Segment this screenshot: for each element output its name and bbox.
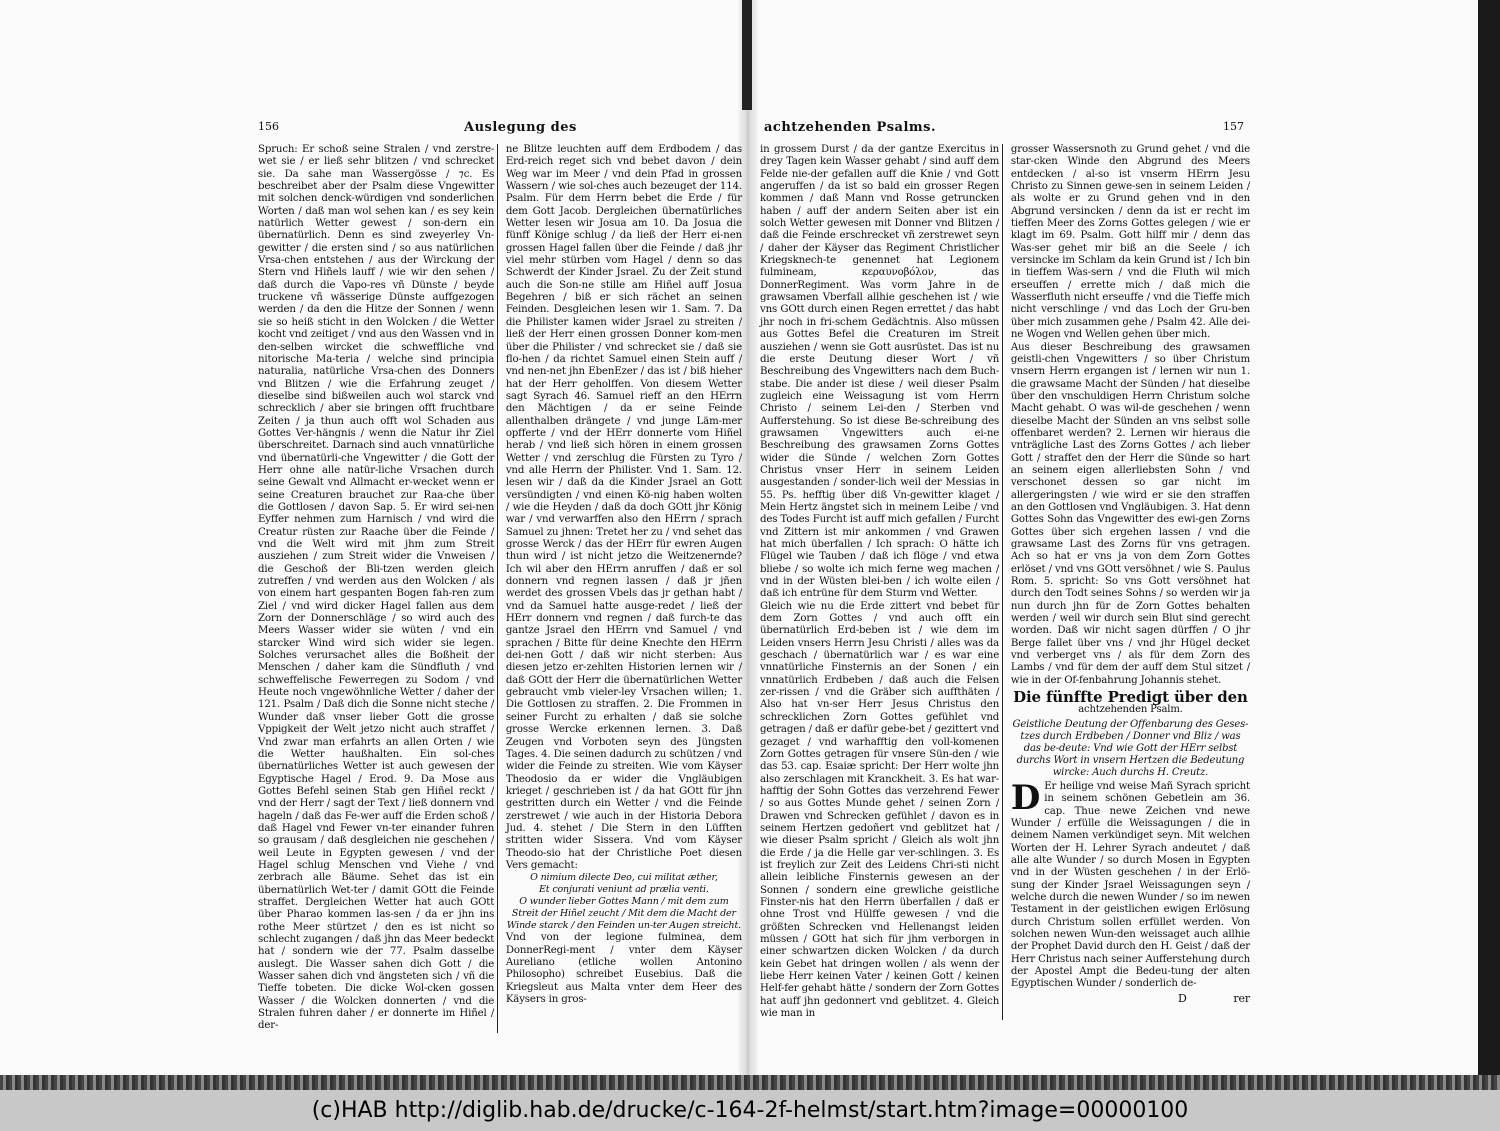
- sermon-text: Er heilige vnd weise Mañ Syrach spricht in seinem schönen Gebetlein am 36. cap. Thue newe Zeichen vnd newe Wunder / erfülle die Weissagungen / die in deinem Namen verkündiget seyn. Mit welchen Worten der H. Lehrer Syrach andeutet / daß alle alte Wunder / so durch Mosen in Egypten vnd in der Wüsten geschehen / in der Erlö-sung der Kinder Jsrael Weissagungen seyn / welche durch die newen Wunder / so im newen Testament in der geistlichen ewigen Erlösung durch Christum sollen erfüllet werden. Von solchen newen Wun-den weissaget auch allhie der Prophet David durch den H. Geist / daß der Herr Christus nach seiner Aufferstehung durch der Apostel Ampt die Bedeu-tung der alten Egyptischen Wunder / sonderlich de-: [1010, 780, 1250, 990]
- signature-mark: D: [1178, 991, 1187, 1005]
- right-col2-paragraph-2: Aus dieser Beschreibung des grawsamen geistli-chen Vngewitters / so über Christum vnsern Herrn ergangen ist / lernen wir nun 1. die grawsame Macht der Sünden / hat dieselbe über den vnschuldigen Herrn Christum solche Macht gehabt. O was wil-de geschehen / wenn dieselbe Macht der Sünden an vns selbst solle offenbaret werden? 2. Lernen wir hieraus die vnträgliche Last des Zorns Gottes / ach lieber Gott / straffet den der Herr die Sünde so hart an seinem eigen allerliebsten Sohn / vnd verschonet dessen so gar nicht im allergeringsten / wie wird er sie den straffen an den Gottlosen vnd Vngläubigen. 3. Hat denn Gottes Sohn das Vngewitter des ewi-gen Zorns Gottes über sich ergehen lassen / vnd die grawsame Last des Zorns für vns getragen. Ach so hat er vns ja von dem Zorn Gottes erlöset / vnd vns GOtt versöhnet / wie S. Paulus Rom. 5. spricht: So vns Gott versöhnet hat durch den Todt seines Sohns / so werden wir ja nun durch jhn für de Zorn Gottes behalten werden / weil wir durch sein Blut sind gerecht worden. Daß wir nicht sagen dürffen / O jhr Berge fallet über vns / vnd jhr Hügel decket vnd verberget vns / als für dem Zorn des Lambs / vnd für dem der auff dem Stul sitzet / wie in der Of-fenbahrung Johannis stehet.: [1010, 341, 1250, 686]
- latin-verse-line-1: O nimium dilecte Deo, cui militat æther,: [530, 872, 718, 884]
- left-columns: [258, 144, 742, 1033]
- right-column-2: [1011, 144, 1250, 1020]
- copyright-footer: (c)HAB http://diglib.hab.de/drucke/c-164-2f-helmst/start.htm?image=00000100: [0, 1090, 1500, 1131]
- page-footer-marks: [1011, 993, 1250, 1005]
- left-running-head: [258, 120, 742, 142]
- left-column-2: [506, 144, 742, 1033]
- left-col1-text: Spruch: Er schoß seine Stralen / vnd zerstre-wet sie / er ließ sehr blitzen / vnd schrecket sie. Da sahe man Wassergösse / ⁊c. Es beschreibet aber der Psalm diese Vngewitter mit solchen denck-würdigen vnd sonderlichen Worten / daß man wol sehen kan / es sey kein natürlich Wetter gewest / son-dern ein übernatürlich. Denn es sind zweyerley Vn-gewitter / die ersten sind / so aus natürlichen Vrsa-chen entstehen / aus der Wirckung der Stern vnd Hiñels lauff / wie wir den sehen / daß durch die Vapo-res vñ Dünste / beyde truckene vñ wässerige Dünste auffgezogen werden / da den die Hitze der Sonnen / wenn sie so heiß sticht in den Wolcken / die Wetter kocht vnd zeitiget / vnd aus den Wassen vnd in den-selben wircket die schweffliche vnd nitorische Ma-teria / welche sind principia naturalia, natürliche Vrsa-chen des Donners vnd Blitzen / wie die Erfahrung zeuget / dieselbe sind bißweilen auch wol starck vnd schrecklich / aber sie bringen offt fruchtbare Zeiten / ja thun auch offt wol Schaden aus Gottes Ver-hängnis / wenn die Natur ihr Ziel überschreitet. Darnach sind auch vnnatürliche vnd übernatürli-che Vngewitter / die Gott der Herr ohne alle natür-liche Vrsachen durch seine Gewalt vnd Allmacht er-wecket wenn er seine Creaturen brauchet zur Raa-che über die Gottlosen / davon Sap. 5. Er wird sei-nen Eyffer nehmen zum Harnisch / vnd wird die Creatur rüsten zur Raache über die Feinde / vnd die Welt wird mit jhm zum Streit ausziehen / zum Streit wider die Vnweisen / die Geschoß der Bli-tzen werden gleich zutreffen / vnd werden aus den Wolcken / als von einem hart gespanten Bogen fah-ren zum Ziel / vnd wird dicker Hagel fallen aus dem Zorn der Donnerschläge / so wird auch des Meers Wasser wider sie wüten / vnd ein starcker Wind wird sich wider sie legen. Solches verursachet alles die Boßheit der Menschen / daher kam die Sündfluth / vnd schweffelische Fewerregen zu Sodom / vnd Heute noch vngewöhnliche Wetter / daher der 121. Psalm / Daß dich die Sonne nicht steche / Wunder daß vnser lieber Gott die grosse Vppigkeit der Welt jetzo nicht auch straffet / Vnd zwar man erfahrts an allen Orten / wie die Wetter haußhalten. Ein sol-ches übernatürliches Wetter ist auch gewesen der Egyptische Hagel / Erod. 9. Da Mose aus Gottes Befehl seinen Stab gen Hiñel reckt / vnd der Herr / sagt der Text / ließ donnern vnd hageln / daß das Fe-wer auff die Erden schoß / daß Hagel vnd Fewer vn-ter einander fuhren so grausam / daß desgleichen nie geschehen / weil Leute in Egypten gewesen / vnd der Hagel schlug Menschen vnd Viehe / vnd zerbrach alle Bäume. Sehet das ist ein übernatürlich Wet-ter / damit GOtt die Feinde straffet. Dergleichen Wetter hat auch GOtt über Pharao kommen las-sen / da er jhn ins rothe Meer stürtzet / den es ist nicht so schlecht zugangen / daß jhn das Meer bedeckt hat / sondern wie der 77. Psalm dasselbe auslegt. Die Wasser sahen dich Gott / die Wasser sahen dich vnd ängsteten sich / vñ die Tieffe tobeten. Die dicke Wol-cken gossen Wasser / die Wolcken donnerten / vnd die Stralen fuhren daher / er donnerte im Hiñel / der-: [258, 144, 495, 1032]
- left-column-1: [258, 144, 498, 1033]
- scan-right-edge: [1478, 0, 1500, 1090]
- right-column-1: [760, 144, 1003, 1020]
- drop-cap: D: [1010, 777, 1041, 818]
- latin-verse-line-2: Et conjurati veniunt ad prælia venti.: [539, 884, 709, 896]
- gutter-shadow: [742, 0, 752, 110]
- right-page: [760, 120, 1250, 1020]
- right-col1-text: in grossem Durst / da der gantze Exercitus in drey Tagen kein Wasser gehabt / sind auff dem Felde nie-der gefallen auff die Knie / vnd Gott angeruffen / da ist so bald ein grosser Regen kommen / daß Mann vnd Rosse getruncken haben / auff der andern Seiten aber ist ein solch Wetter gewesen mit Donner vnd Blitzen / daß die Feinde erschrecket vñ zerstrewet seyn / daher der Käyser das Regiment Christlicher Kriegsknech-te genennet hat Legionem fulmineam, κεραυνοβόλον, das DonnerRegiment. Was vorm Jahre in de grawsamen Vberfall allhie geschehen ist / wie vns GOtt durch einen Regen errettet / das habt jhr noch in fri-schem Gedächtnis. Also müssen aus Gottes Befel die Creaturen im Streit ausziehen / wenn sie Gott ausrüstet. Das ist nu die erste Deutung dieser Wort / vñ Beschreibung des Vngewitters nach dem Buch-stabe. Die ander ist diese / weil dieser Psalm zugleich eine Weissagung ist vom Herrn Christo / seinem Lei-den / Sterben vnd Aufferstehung. So ist diese Be-schreibung des grawsamen Vngewitters auch ei-ne Beschreibung des grawsamen Zorns Gottes wider die Sünde / welchen Zorn Gottes Christus vnser Herr in seinem Leiden ausgestanden / sonder-lich weil der Messias in 55. Ps. hefftig über diß Vn-gewitter klaget / Mein Hertz ängstet sich in meinem Leibe / vnd des Todes Furcht ist auff mich gefallen / Furcht vnd Zittern ist mir ankommen / vnd Grawen hat mich überfallen / Ich sprach: O hätte ich Flügel wie Tauben / daß ich flöge / vnd etwa bliebe / so wolte ich mich ferne weg machen / vnd in der Wüsten blei-ben / ich wolte eilen / daß ich entrüne für dem Sturm vnd Wetter.: [760, 144, 1000, 600]
- german-verse: O wunder lieber Gottes Mann / mit dem zum Streit der Hiñel zeucht / Mit dem die Macht der Winde starck / den Feinden un-ter Augen streicht.: [506, 896, 742, 932]
- right-col1-paragraph-2: Gleich wie nu die Erde zittert vnd bebet für dem Zorn Gottes / vnd auch offt ein übernatürlich Erd-beben ist / wie dem im Leiden vnsers Herrn Jesu Christi / alles was da geschach / übernatürlich war / es war eine vnnatürliche Finsternis an der Sonen / ein vnnatürlich Erdbeben / daß auch die Felsen zer-rissen / vnd die Gräber sich auffthäten / Also hat vn-ser Herr Jesus Christus den schrecklichen Zorn Gottes gefühlet vnd getragen / daß er dafür gebe-bet / gezittert vnd gezaget / vnd warhafftig den voll-komenen Zorn Gottes getragen für vnsere Sün-den / wie das 53. cap. Esaiæ spricht: Der Herr wolte jhn also zerschlagen mit Kranckheit. 3. Es hat war-hafftig der Sohn Gottes das verzehrend Fewer / so aus Gottes Munde gehet / seinen Zorn / Drawen vnd Schrecken gefühlet / davon es in seinem Hertzen gedoñert vnd geblitzet hat / wie dieser Psalm spricht / Gleich als wolt jhn die Erde / ja die Helle gar ver-schlingen. 3. Es ist freylich zur Zeit des Leidens Chri-sti nicht allein leibliche Finsternis gewesen an der Sonnen / sondern eine grewliche geistliche Finster-nis hat den Herrn überfallen / daß er ohne Trost vnd Hülffe gewesen / vnd die größten Schrecken vnd Hellenangst leiden müssen / GOtt hat sich für jhm verborgen in einer schwartzen dicken Wolcken / da durch kein Gebet hat dringen wollen / als wenn der liebe Herr keinen Vater / keinen Gott / keinen Helf-fer gehabt hätte / sondern der Zorn Gottes hat auff jhn gedonnert vnd geblitzet. 4. Gleich wie man in: [760, 600, 1000, 1020]
- sermon-subheading: achtzehenden Psalm.: [1078, 704, 1183, 716]
- right-running-title: achtzehenden Psalms.: [764, 120, 937, 135]
- left-page: [258, 120, 742, 1032]
- left-page-number: 156: [258, 120, 279, 133]
- right-running-head: [760, 120, 1250, 142]
- sermon-summary: Geistliche Deutung der Offenbarung des Geses-tzes durch Erdbeben / Donner vnd Bliz / was das be-deute: Vnd wie Gott der HErr selbst durchs Wort in vnsern Hertzen die Bedeutung wircke: Auch durchs H. Creutz.: [1012, 718, 1249, 778]
- right-columns: [760, 144, 1250, 1020]
- right-page-number: 157: [1223, 120, 1244, 133]
- left-col2-text: ne Blitze leuchten auff dem Erdbodem / das Erd-reich reget sich vnd bebet davon / dein Weg war im Meer / vnd dein Pfad in grossen Wassern / wie sol-ches auch bezeuget der 114. Psalm. Für dem Herrn bebet die Erde / für dem Gott Jacob. Dergleichen übernatürliches Wetter lesen wir Josua am 10. Da Josua die fünff Könige schlug / da ließ der Herr ei-nen grossen Hagel fallen über die Feinde / daß jhr viel mehr stürben vom Hagel / denn so das Schwerdt der Kinder Jsrael. Zu der Zeit stund auch die Son-ne stille am Hiñel auff Josua Begehren / biß er sich rächet an seinen Feinden. Desgleichen lesen wir 1. Sam. 7. Da die Philister kamen wider Jsrael zu streiten / ließ der Herr einen grossen Donner kom-men über die Philister / vnd schrecket sie / daß sie flo-hen / da richtet Samuel einen Stein auff / vnd nen-net jhn EbenEzer / das ist / biß hieher hat der Herr geholffen. Von diesem Wetter sagt Syrach 46. Samuel rieff an den HErrn den Mächtigen / da er seine Feinde allenthalben drängete / vnd junge Läm-mer opfferte / vnd der HErr donnerte vom Hiñel herab / vnd ließ sich hören in einem grossen Wetter / vnd zerschlug die Fürsten zu Tyro / vnd alle Herrn der Philister. Vnd 1. Sam. 12. lesen wir / daß da die Kinder Jsrael an Gott versündigten / vnd einen Kö-nig haben wolten / wie die Heyden / daß da doch GOtt jhr König war / vnd verwarffen also den HErrn / sprach Samuel zu jhnen: Tretet her zu / vnd sehet das grosse Werck / das der HErr für ewren Augen thun wird / ist nicht jetzo die Weitzenernde? Ich wil aber den HErrn anruffen / daß er sol donnern vnd regnen lassen / daß jr jñen werdet des grossen Vbels das jr gethan habt / vnd da Samuel hatte ausge-redet / ließ der HErr donnern vnd regnen / daß furch-te das gantze Jsrael den HErrn vnd Samuel / vnd sprachen / Bitte für deine Knechte den HErrn dei-nen Gott / daß wir nicht sterben: Aus diesen jetzo er-zehlten Historien lernen wir / daß GOtt der Herr die übernatürlichen Wetter gebraucht vmb vieler-ley Vrsachen willen; 1. Die Gottlosen zu straffen. 2. Die Frommen in seiner Furcht zu erhalten / daß sie solche grosse Wercke erkennen lernen. 3. Daß Zeugen vnd Vorboten seyn des Jüngsten Tages. 4. Die seinen dadurch zu schützen / vnd wider die Feinde zu streiten. Wie vom Käyser Theodosio da er wider die Vngläubigen krieget / geschrieben ist / da hat GOtt für jhn gestritten durch ein Wetter / vnd die Feinde zerstrewet / wie auch in der Historia Debora Jud. 4. stehet / Die Stern in den Lüfften stritten wider Sissera. Vnd vom Käyser Theodo-sio hat der Christliche Poet diesen Vers gemacht:: [505, 144, 742, 871]
- scan-bottom-edge: [0, 1075, 1500, 1090]
- right-col2-text: grosser Wassersnoth zu Grund gehet / vnd die star-cken Winde den Abgrund des Meers entdecken / al-so ist vnserm HErrn Jesu Christo zu Sinnen gewe-sen in seinem Leiden / als wolte er zu Grund gehen vnd in den Abgrund versincken / denn da ist er recht im tieffen Meer des Zorns Gottes gelegen / wie er klagt im 69. Psalm. Gott hilff mir / denn das Was-ser gehet mir biß an die Seele / ich versincke im Schlam da kein Grund ist / Ich bin in tieffem Was-sern / vnd die Fluth wil mich erseuffen / errette mich / daß mich die Wasserfluth nicht erseuffe / vnd die Tieffe mich nicht verschlinge / vnd das Loch der Gru-ben über mich zusammen gehe / Psalm 42. Alle dei-ne Wogen vnd Wellen gehen über mich.: [1010, 144, 1250, 341]
- left-running-title: Auslegung des: [464, 120, 577, 135]
- sermon-heading: Die fünffte Predigt über den: [1013, 688, 1248, 707]
- catchword: rer: [1233, 991, 1250, 1005]
- sermon-text-block: [1010, 777, 1250, 991]
- left-col2-end-text: Vnd von der legione fulminea, dem DonnerRegi-ment / vnter dem Käyser Aureliano (etliche wollen Antonino Philosopho) schreibet Eusebius. Daß die Kriegsleut aus Malta vnter dem Heer des Käysers in gros-: [505, 932, 742, 1005]
